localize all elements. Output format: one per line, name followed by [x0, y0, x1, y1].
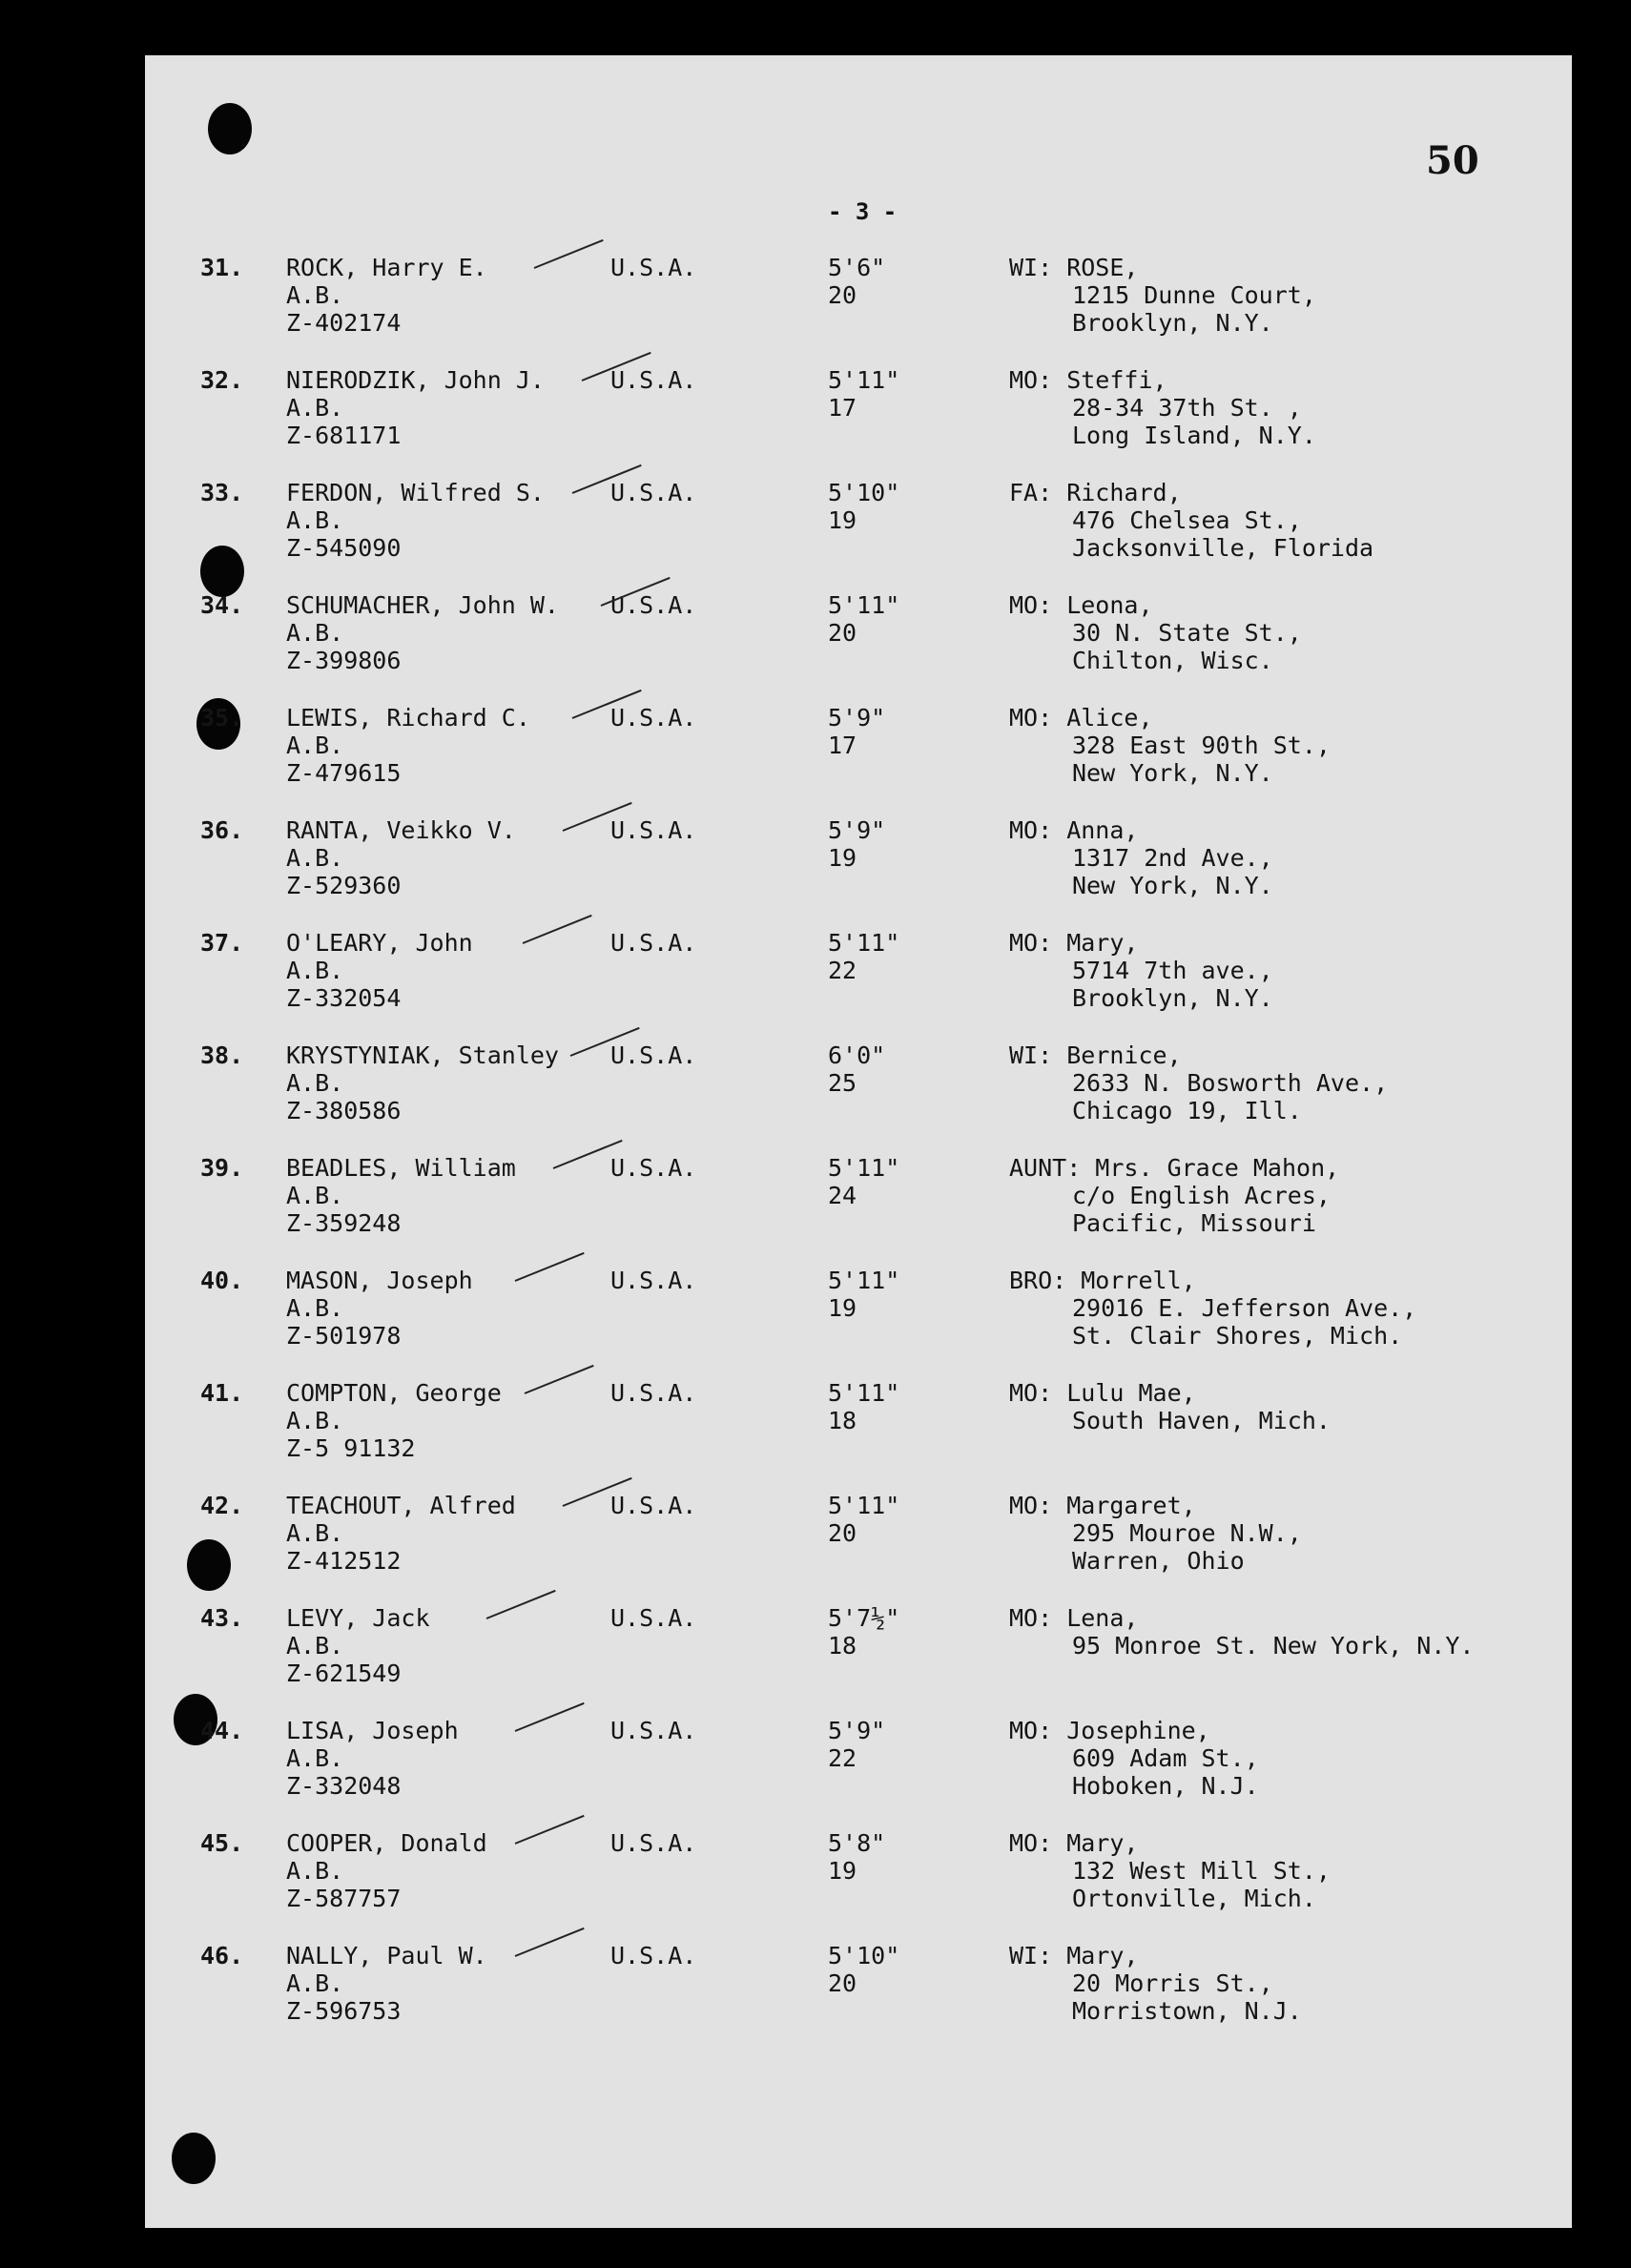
crew-entry [0, 1154, 1631, 1261]
z-number: Z-621549 [286, 1660, 402, 1687]
age: 24 [828, 1182, 857, 1209]
next-of-kin: WI: Mary, [1009, 1942, 1139, 1969]
nationality: U.S.A. [610, 1829, 697, 1857]
address-line-1: 20 Morris St., [1072, 1969, 1273, 1997]
crew-rating: A.B. [286, 506, 344, 534]
crew-entry [0, 1379, 1631, 1486]
height: 5'10" [828, 479, 900, 506]
age: 19 [828, 1857, 857, 1885]
next-of-kin: MO: Josephine, [1009, 1717, 1210, 1744]
crew-rating: A.B. [286, 957, 344, 984]
crew-name: LEWIS, Richard C. [286, 704, 530, 732]
height: 5'9" [828, 1717, 886, 1744]
age: 20 [828, 1519, 857, 1547]
crew-rating: A.B. [286, 1407, 344, 1434]
crew-rating: A.B. [286, 619, 344, 647]
height: 5'10" [828, 1942, 900, 1969]
z-number: Z-332054 [286, 984, 402, 1012]
entry-number: 40. [200, 1267, 244, 1294]
height: 6'0" [828, 1041, 886, 1069]
crew-rating: A.B. [286, 1519, 344, 1547]
z-number: Z-332048 [286, 1772, 402, 1800]
address-line-1: 328 East 90th St., [1072, 732, 1331, 759]
crew-entry [0, 816, 1631, 923]
crew-name: LISA, Joseph [286, 1717, 459, 1744]
age: 22 [828, 957, 857, 984]
nationality: U.S.A. [610, 704, 697, 732]
z-number: Z-380586 [286, 1097, 402, 1124]
height: 5'11" [828, 1379, 900, 1407]
next-of-kin: MO: Lulu Mae, [1009, 1379, 1196, 1407]
height: 5'9" [828, 816, 886, 844]
next-of-kin: WI: Bernice, [1009, 1041, 1182, 1069]
address-line-2: New York, N.Y. [1072, 872, 1273, 899]
entry-number: 38. [200, 1041, 244, 1069]
height: 5'7½" [828, 1604, 900, 1632]
crew-rating: A.B. [286, 1969, 344, 1997]
height: 5'11" [828, 1154, 900, 1182]
address-line-2: Hoboken, N.J. [1072, 1772, 1259, 1800]
address-line-2: Morristown, N.J. [1072, 1997, 1302, 2025]
address-line-1: 1317 2nd Ave., [1072, 844, 1273, 872]
age: 19 [828, 506, 857, 534]
address-line-1: 476 Chelsea St., [1072, 506, 1302, 534]
entry-number: 43. [200, 1604, 244, 1632]
entry-number: 45. [200, 1829, 244, 1857]
nationality: U.S.A. [610, 929, 697, 957]
crew-name: FERDON, Wilfred S. [286, 479, 545, 506]
next-of-kin: FA: Richard, [1009, 479, 1182, 506]
next-of-kin: WI: ROSE, [1009, 254, 1139, 281]
address-line-1: 28-34 37th St. , [1072, 394, 1302, 422]
z-number: Z-596753 [286, 1997, 402, 2025]
crew-entry [0, 1492, 1631, 1598]
crew-name: MASON, Joseph [286, 1267, 473, 1294]
next-of-kin: MO: Steffi, [1009, 366, 1167, 394]
next-of-kin: MO: Mary, [1009, 929, 1139, 957]
crew-rating: A.B. [286, 281, 344, 309]
z-number: Z-501978 [286, 1322, 402, 1350]
crew-entry [0, 1267, 1631, 1373]
address-line-2: New York, N.Y. [1072, 759, 1273, 787]
crew-entry [0, 1717, 1631, 1824]
address-line-1: 2633 N. Bosworth Ave., [1072, 1069, 1389, 1097]
address-line-1: South Haven, Mich. [1072, 1407, 1331, 1434]
z-number: Z-359248 [286, 1209, 402, 1237]
crew-name: NIERODZIK, John J. [286, 366, 545, 394]
z-number: Z-402174 [286, 309, 402, 337]
nationality: U.S.A. [610, 1717, 697, 1744]
crew-name: SCHUMACHER, John W. [286, 591, 559, 619]
nationality: U.S.A. [610, 254, 697, 281]
nationality: U.S.A. [610, 1604, 697, 1632]
nationality: U.S.A. [610, 1942, 697, 1969]
nationality: U.S.A. [610, 1041, 697, 1069]
entry-number: 39. [200, 1154, 244, 1182]
address-line-1: 1215 Dunne Court, [1072, 281, 1316, 309]
z-number: Z-412512 [286, 1547, 402, 1575]
age: 20 [828, 281, 857, 309]
address-line-1: 609 Adam St., [1072, 1744, 1259, 1772]
z-number: Z-399806 [286, 647, 402, 674]
page-number: 50 [1426, 138, 1479, 183]
address-line-2: Chilton, Wisc. [1072, 647, 1273, 674]
crew-name: COOPER, Donald [286, 1829, 487, 1857]
age: 18 [828, 1632, 857, 1660]
page-header: - 3 - [828, 198, 898, 225]
age: 19 [828, 1294, 857, 1322]
entry-number: 46. [200, 1942, 244, 1969]
next-of-kin: MO: Leona, [1009, 591, 1153, 619]
address-line-1: 295 Mouroe N.W., [1072, 1519, 1302, 1547]
z-number: Z-681171 [286, 422, 402, 449]
address-line-1: 132 West Mill St., [1072, 1857, 1331, 1885]
crew-name: BEADLES, William [286, 1154, 516, 1182]
crew-entry [0, 1942, 1631, 2049]
z-number: Z-545090 [286, 534, 402, 562]
entry-number: 34. [200, 591, 244, 619]
height: 5'8" [828, 1829, 886, 1857]
crew-rating: A.B. [286, 394, 344, 422]
crew-entry [0, 479, 1631, 586]
entry-number: 31. [200, 254, 244, 281]
z-number: Z-5 91132 [286, 1434, 416, 1462]
next-of-kin: MO: Anna, [1009, 816, 1139, 844]
punch-hole [208, 103, 252, 155]
address-line-2: Brooklyn, N.Y. [1072, 309, 1273, 337]
address-line-1: 95 Monroe St. New York, N.Y. [1072, 1632, 1475, 1660]
entry-number: 37. [200, 929, 244, 957]
crew-rating: A.B. [286, 1182, 344, 1209]
crew-rating: A.B. [286, 732, 344, 759]
next-of-kin: BRO: Morrell, [1009, 1267, 1196, 1294]
entry-number: 33. [200, 479, 244, 506]
address-line-2: Long Island, N.Y. [1072, 422, 1316, 449]
address-line-1: 5714 7th ave., [1072, 957, 1273, 984]
crew-entry [0, 254, 1631, 361]
age: 19 [828, 844, 857, 872]
address-line-2: Ortonville, Mich. [1072, 1885, 1316, 1912]
crew-rating: A.B. [286, 1632, 344, 1660]
next-of-kin: MO: Lena, [1009, 1604, 1139, 1632]
age: 25 [828, 1069, 857, 1097]
crew-rating: A.B. [286, 1069, 344, 1097]
address-line-1: c/o English Acres, [1072, 1182, 1331, 1209]
nationality: U.S.A. [610, 1379, 697, 1407]
crew-name: ROCK, Harry E. [286, 254, 487, 281]
nationality: U.S.A. [610, 591, 697, 619]
crew-rating: A.B. [286, 1744, 344, 1772]
height: 5'9" [828, 704, 886, 732]
crew-name: KRYSTYNIAK, Stanley [286, 1041, 559, 1069]
nationality: U.S.A. [610, 1267, 697, 1294]
crew-name: RANTA, Veikko V. [286, 816, 516, 844]
age: 20 [828, 1969, 857, 1997]
punch-hole [172, 2133, 216, 2184]
height: 5'11" [828, 1492, 900, 1519]
crew-name: NALLY, Paul W. [286, 1942, 487, 1969]
height: 5'6" [828, 254, 886, 281]
next-of-kin: AUNT: Mrs. Grace Mahon, [1009, 1154, 1340, 1182]
crew-entry [0, 1604, 1631, 1711]
nationality: U.S.A. [610, 366, 697, 394]
next-of-kin: MO: Mary, [1009, 1829, 1139, 1857]
entry-number: 35. [200, 704, 244, 732]
age: 20 [828, 619, 857, 647]
z-number: Z-529360 [286, 872, 402, 899]
crew-entry [0, 929, 1631, 1036]
address-line-2: Brooklyn, N.Y. [1072, 984, 1273, 1012]
crew-name: TEACHOUT, Alfred [286, 1492, 516, 1519]
height: 5'11" [828, 929, 900, 957]
crew-name: LEVY, Jack [286, 1604, 430, 1632]
address-line-2: Chicago 19, Ill. [1072, 1097, 1302, 1124]
nationality: U.S.A. [610, 1492, 697, 1519]
height: 5'11" [828, 366, 900, 394]
entry-number: 42. [200, 1492, 244, 1519]
entry-number: 32. [200, 366, 244, 394]
address-line-2: Jacksonville, Florida [1072, 534, 1374, 562]
address-line-1: 29016 E. Jefferson Ave., [1072, 1294, 1417, 1322]
age: 18 [828, 1407, 857, 1434]
crew-name: COMPTON, George [286, 1379, 502, 1407]
entry-number: 44. [200, 1717, 244, 1744]
height: 5'11" [828, 1267, 900, 1294]
entry-number: 36. [200, 816, 244, 844]
crew-rating: A.B. [286, 1294, 344, 1322]
crew-entry [0, 1829, 1631, 1936]
age: 17 [828, 394, 857, 422]
address-line-2: St. Clair Shores, Mich. [1072, 1322, 1403, 1350]
address-line-2: Warren, Ohio [1072, 1547, 1245, 1575]
height: 5'11" [828, 591, 900, 619]
z-number: Z-479615 [286, 759, 402, 787]
age: 17 [828, 732, 857, 759]
next-of-kin: MO: Margaret, [1009, 1492, 1196, 1519]
crew-entry [0, 704, 1631, 811]
address-line-1: 30 N. State St., [1072, 619, 1302, 647]
entry-number: 41. [200, 1379, 244, 1407]
crew-entry [0, 366, 1631, 473]
age: 22 [828, 1744, 857, 1772]
nationality: U.S.A. [610, 479, 697, 506]
crew-rating: A.B. [286, 844, 344, 872]
address-line-2: Pacific, Missouri [1072, 1209, 1316, 1237]
nationality: U.S.A. [610, 1154, 697, 1182]
z-number: Z-587757 [286, 1885, 402, 1912]
crew-name: O'LEARY, John [286, 929, 473, 957]
crew-entry [0, 591, 1631, 698]
crew-entry [0, 1041, 1631, 1148]
next-of-kin: MO: Alice, [1009, 704, 1153, 732]
nationality: U.S.A. [610, 816, 697, 844]
crew-rating: A.B. [286, 1857, 344, 1885]
